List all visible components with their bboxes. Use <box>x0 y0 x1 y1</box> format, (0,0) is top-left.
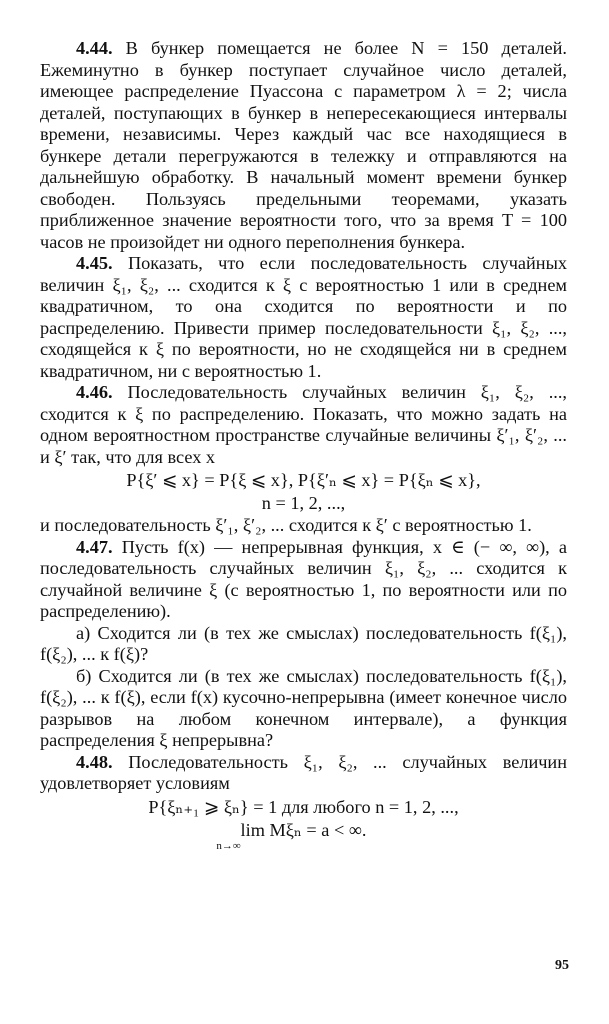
problem-4-44 <box>40 38 567 253</box>
problem-text: Пусть f(x) — непрерывная функция, x ∈ (− ∞, ∞), а последовательность случайных величин ξ₁, ξ₂, ... сходится к случайной величине ξ (с вероятностью 1, по вероятности или по распределению). <box>40 536 567 621</box>
problem-text: Последовательность случайных величин ξ₁, ξ₂, ..., сходится к ξ по распределению. Показать, что можно задать на одном вероятностном пространстве случайные величины ξ′₁, ξ′₂, ... и ξ′ так, что для всех x <box>40 382 567 467</box>
problem-4-46 <box>40 382 567 537</box>
problem-continuation: и последовательность ξ′₁, ξ′₂, ... сходится к ξ′ с вероятностью 1. <box>40 515 532 535</box>
formula-index-range: n = 1, 2, ..., <box>261 493 346 513</box>
problem-number: 4.48. <box>76 751 113 772</box>
problem-4-45 <box>40 253 567 382</box>
problem-paragraph <box>40 382 567 468</box>
problem-number: 4.45. <box>76 253 113 273</box>
formula-limit <box>40 819 567 852</box>
problem-paragraph <box>40 537 567 623</box>
problem-part-b: б) Сходится ли (в тех же смыслах) последовательность f(ξ₁), f(ξ₂), ... к f(ξ), если f(x) кусочно-непрерывна (имеет конечное число разрывов на любом конечном интервале), а функция распределения ξ непрерывна? <box>40 665 567 750</box>
page-number: 95 <box>555 958 569 973</box>
problem-4-48 <box>40 752 567 852</box>
problem-4-47 <box>40 537 567 752</box>
formula-distribution-equality: P{ξ′ ⩽ x} = P{ξ ⩽ x}, P{ξ′ₙ ⩽ x} = P{ξₙ ⩽ x}, <box>126 470 481 490</box>
problem-number: 4.46. <box>76 382 113 402</box>
formula-limit-subscript: n→∞ <box>216 839 241 852</box>
problem-paragraph <box>40 253 567 382</box>
problem-paragraph <box>40 38 567 253</box>
problem-text: Последовательность ξ₁, ξ₂, ... случайных величин удовлетворяет условиям <box>40 751 567 793</box>
formula-limit-expression: lim Mξₙ = a < ∞. <box>240 819 367 840</box>
problem-number: 4.44. <box>76 38 113 58</box>
problem-number: 4.47. <box>76 536 113 557</box>
problem-text: Показать, что если последовательность случайных величин ξ₁, ξ₂, ... сходится к ξ с вероятностью 1 или в среднем квадратичном, то она сходится по вероятности и по распределению. Привести пример последовательности ξ₁, ξ₂, ..., сходящейся к ξ по вероятности, но не сходящейся ни в среднем квадратичном, ни с вероятностью 1. <box>40 253 567 381</box>
problem-paragraph <box>40 752 567 795</box>
problem-text: В бункер помещается не более N = 150 деталей. Ежеминутно в бункер поступает случайное число деталей, имеющее распределение Пуассона с параметром λ = 2; числа деталей, поступающих в бункер в непересекающиеся интервалы времени, независимы. Через каждый час все находящиеся в бункере детали перегружаются в тележку и отправляются на дальнейшую обработку. В начальный момент времени бункер свободен. Пользуясь предельными теоремами, указать приближенное значение вероятности того, что за время T = 100 часов не произойдет ни одного переполнения бункера. <box>40 38 568 252</box>
problem-part-a: а) Сходится ли (в тех же смыслах) последовательность f(ξ₁), f(ξ₂), ... к f(ξ)? <box>40 622 567 664</box>
formula-monotonicity: P{ξₙ₊₁ ⩾ ξₙ} = 1 для любого n = 1, 2, ..., <box>148 796 459 817</box>
